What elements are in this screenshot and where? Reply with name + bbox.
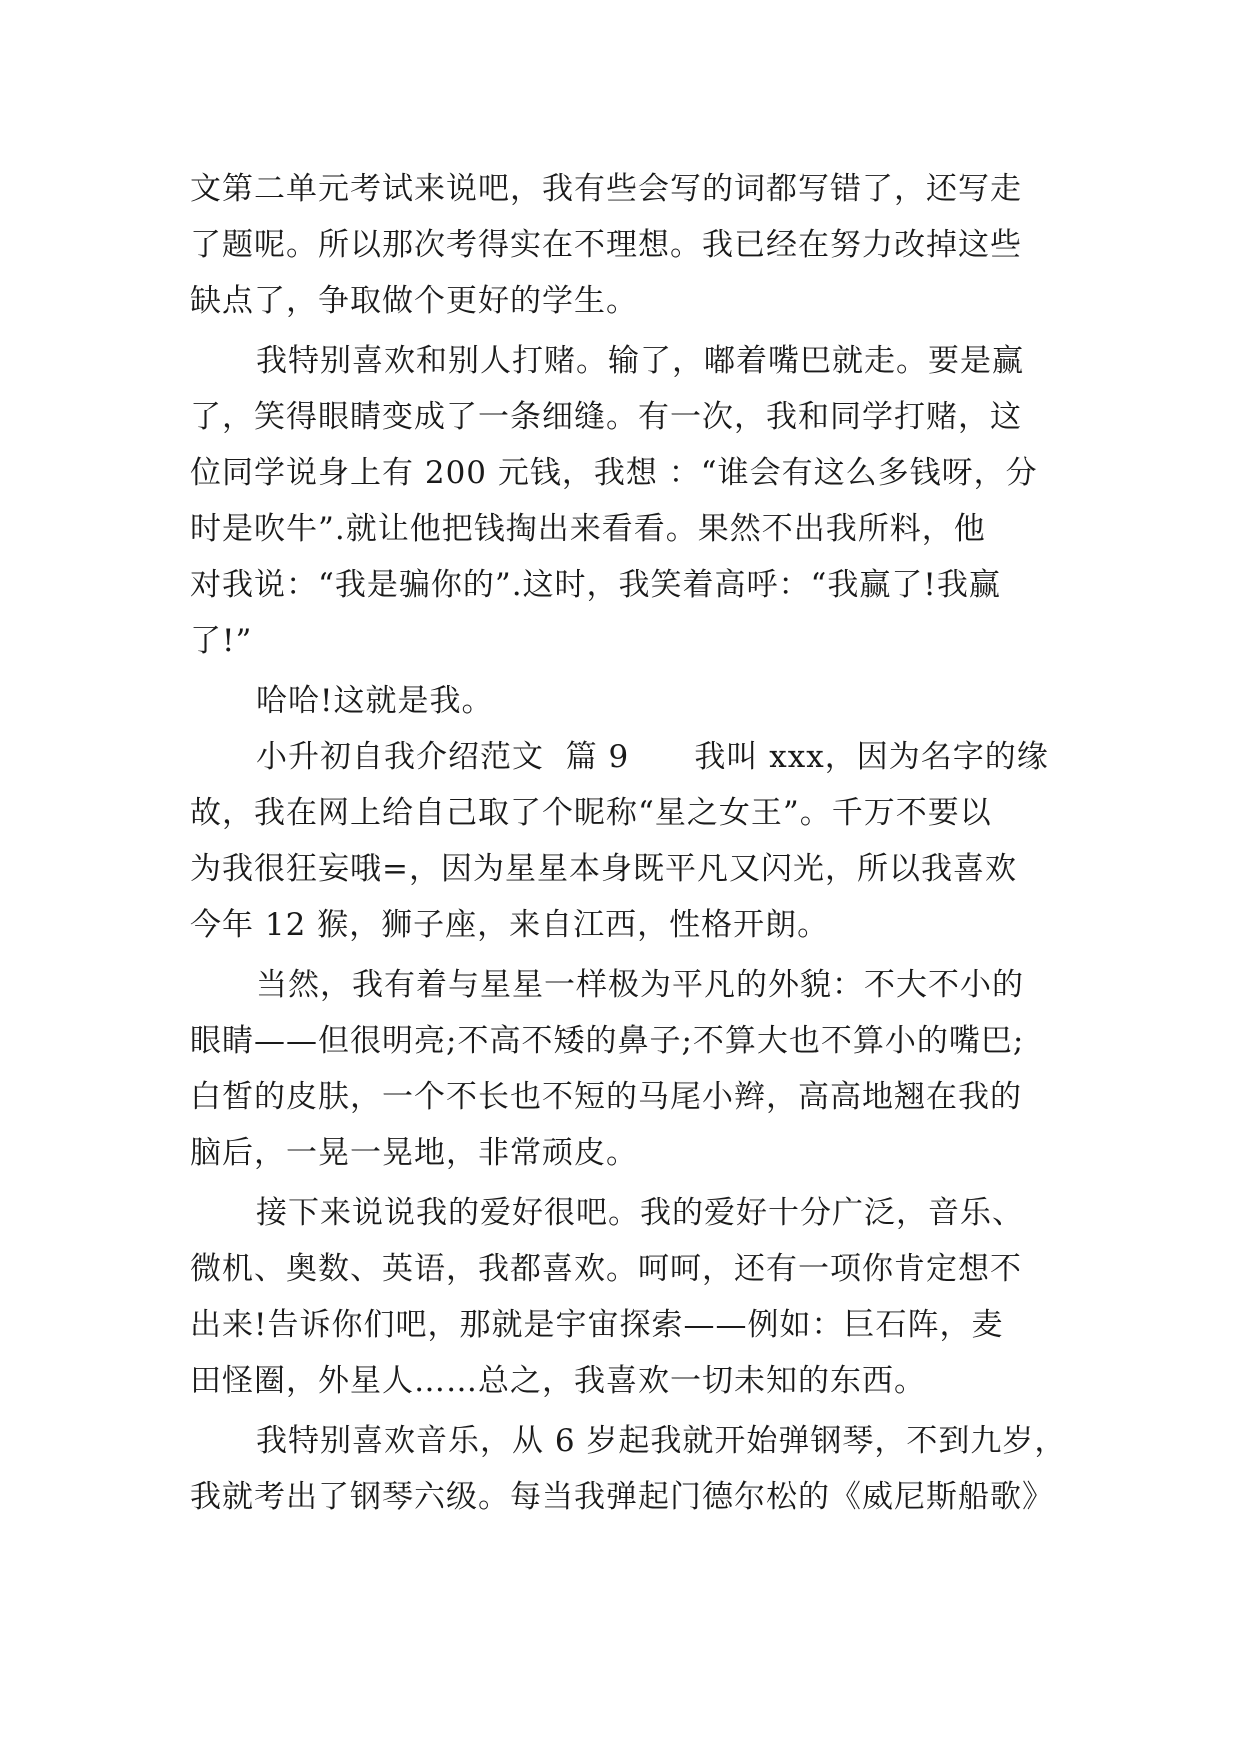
text-line: 了题呢。所以那次考得实在不理想。我已经在努力改掉这些 [190,227,1022,263]
text-line: 缺点了，争取做个更好的学生。 [190,283,638,319]
text-line: 对我说：“我是骗你的”.这时，我笑着高呼：“我赢了!我赢 [190,567,1001,603]
text-line: 了，笑得眼睛变成了一条细缝。有一次，我和同学打赌，这 [190,399,1022,435]
text-line: 哈哈!这就是我。 [256,683,494,719]
text-line: 我特别喜欢音乐，从 6 岁起我就开始弹钢琴，不到九岁， [256,1423,1067,1459]
text-line: 小升初自我介绍范文 篇 9 我叫 xxx，因为名字的缘 [256,739,1049,775]
text-line: 田怪圈，外星人……总之，我喜欢一切未知的东西。 [190,1363,926,1399]
text-line: 白皙的皮肤，一个不长也不短的马尾小辫，高高地翘在我的 [190,1079,1022,1115]
text-line: 接下来说说我的爱好很吧。我的爱好十分广泛，音乐、 [256,1195,1024,1231]
text-line: 眼睛——但很明亮;不高不矮的鼻子;不算大也不算小的嘴巴; [190,1023,1025,1059]
text-line: 故，我在网上给自己取了个昵称“星之女王”。千万不要以 [190,795,992,831]
text-line: 我就考出了钢琴六级。每当我弹起门德尔松的《威尼斯船歌》 [190,1479,1054,1515]
text-line: 位同学说身上有 200 元钱，我想 ：“谁会有这么多钱呀，分 [190,455,1038,491]
text-line: 时是吹牛”.就让他把钱掏出来看看。果然不出我所料，他 [190,511,986,547]
text-line: 当然，我有着与星星一样极为平凡的外貌：不大不小的 [256,967,1024,1003]
text-line: 为我很狂妄哦=，因为星星本身既平凡又闪光，所以我喜欢 [190,851,1017,887]
text-line: 出来!告诉你们吧，那就是宇宙探索——例如：巨石阵，麦 [190,1307,1004,1343]
text-line: 文第二单元考试来说吧，我有些会写的词都写错了，还写走 [190,171,1022,207]
text-line: 脑后，一晃一晃地，非常顽皮。 [190,1135,638,1171]
text-line: 微机、奥数、英语，我都喜欢。呵呵，还有一项你肯定想不 [190,1251,1022,1287]
text-line: 了!” [190,623,253,659]
text-line: 今年 12 猴，狮子座，来自江西，性格开朗。 [190,907,830,943]
text-line: 我特别喜欢和别人打赌。输了，嘟着嘴巴就走。要是赢 [256,343,1024,379]
